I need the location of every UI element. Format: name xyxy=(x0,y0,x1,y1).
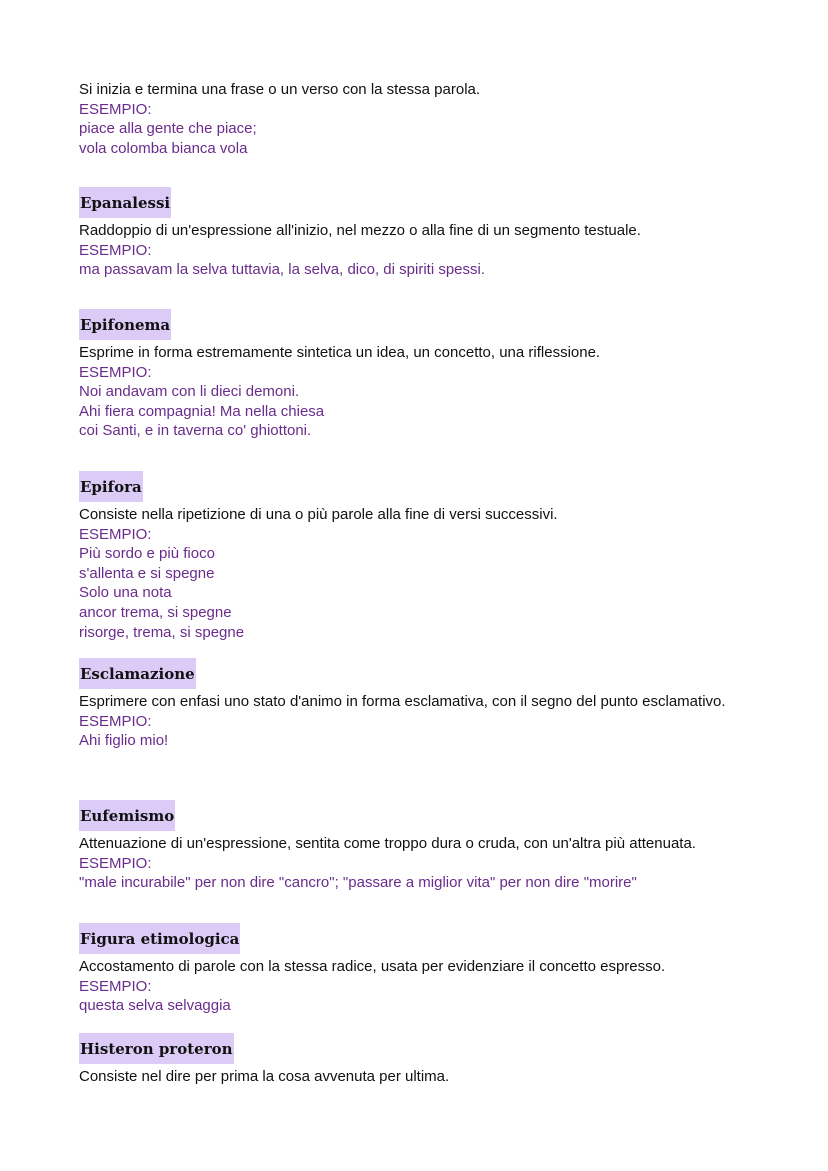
example-label: ESEMPIO: xyxy=(79,241,152,259)
example-line: ancor trema, si spegne xyxy=(79,603,232,621)
example-line: Solo una nota xyxy=(79,584,172,602)
example-line: piace alla gente che piace; xyxy=(79,120,257,138)
example-line: Ahi fiera compagnia! Ma nella chiesa xyxy=(79,402,325,420)
example-line: s'allenta e si spegne xyxy=(79,564,215,582)
definition-text: Accostamento di parole con la stessa radice, usata per evidenziare il concetto espresso. xyxy=(79,958,666,975)
definition-text: Esprime in forma estremamente sintetica un idea, un concetto, una riflessione. xyxy=(79,344,601,361)
term-heading: Esclamazione xyxy=(79,658,196,689)
example-line: risorge, trema, si spegne xyxy=(79,623,245,641)
example-line: "male incurabile" per non dire "cancro"; "passare a miglior vita" per non dire "morire" xyxy=(79,874,637,892)
example-line: vola colomba bianca vola xyxy=(79,139,248,157)
example-label: ESEMPIO: xyxy=(79,977,152,995)
example-line: Noi andavam con li dieci demoni. xyxy=(79,383,300,401)
term-heading: Eufemismo xyxy=(79,800,175,831)
example-label: ESEMPIO: xyxy=(79,854,152,872)
section-anadiplosi-continuation xyxy=(79,80,749,158)
section-histeron-proteron xyxy=(79,1033,749,1087)
section-eufemismo xyxy=(79,800,749,893)
example-label: ESEMPIO: xyxy=(79,363,152,381)
section-epifora xyxy=(79,471,749,642)
example-line: Più sordo e più fioco xyxy=(79,545,215,563)
term-heading: Figura etimologica xyxy=(79,923,240,954)
example-line: ma passavam la selva tuttavia, la selva, dico, di spiriti spessi. xyxy=(79,261,486,279)
term-heading: Histeron proteron xyxy=(79,1033,234,1064)
section-epanalessi xyxy=(79,187,749,280)
definition-text: Attenuazione di un'espressione, sentita come troppo dura o cruda, con un'altra più attenuata. xyxy=(79,835,696,852)
term-heading: Epifonema xyxy=(79,309,171,340)
section-figura-etimologica xyxy=(79,923,749,1016)
section-epifonema xyxy=(79,309,749,441)
definition-text: Esprimere con enfasi uno stato d'animo in forma esclamativa, con il segno del punto esclamativo. xyxy=(79,693,726,710)
definition-text: Raddoppio di un'espressione all'inizio, nel mezzo o alla fine di un segmento testuale. xyxy=(79,222,641,239)
example-line: Ahi figlio mio! xyxy=(79,732,169,750)
term-heading: Epifora xyxy=(79,471,143,502)
section-esclamazione xyxy=(79,658,749,751)
definition-text: Si inizia e termina una frase o un verso con la stessa parola. xyxy=(79,81,481,98)
example-label: ESEMPIO: xyxy=(79,100,152,118)
definition-text: Consiste nella ripetizione di una o più parole alla fine di versi successivi. xyxy=(79,506,558,523)
term-heading: Epanalessi xyxy=(79,187,171,218)
definition-text: Consiste nel dire per prima la cosa avvenuta per ultima. xyxy=(79,1068,450,1085)
example-label: ESEMPIO: xyxy=(79,712,152,730)
example-line: questa selva selvaggia xyxy=(79,997,231,1015)
example-label: ESEMPIO: xyxy=(79,525,152,543)
example-line: coi Santi, e in taverna co' ghiottoni. xyxy=(79,422,312,440)
